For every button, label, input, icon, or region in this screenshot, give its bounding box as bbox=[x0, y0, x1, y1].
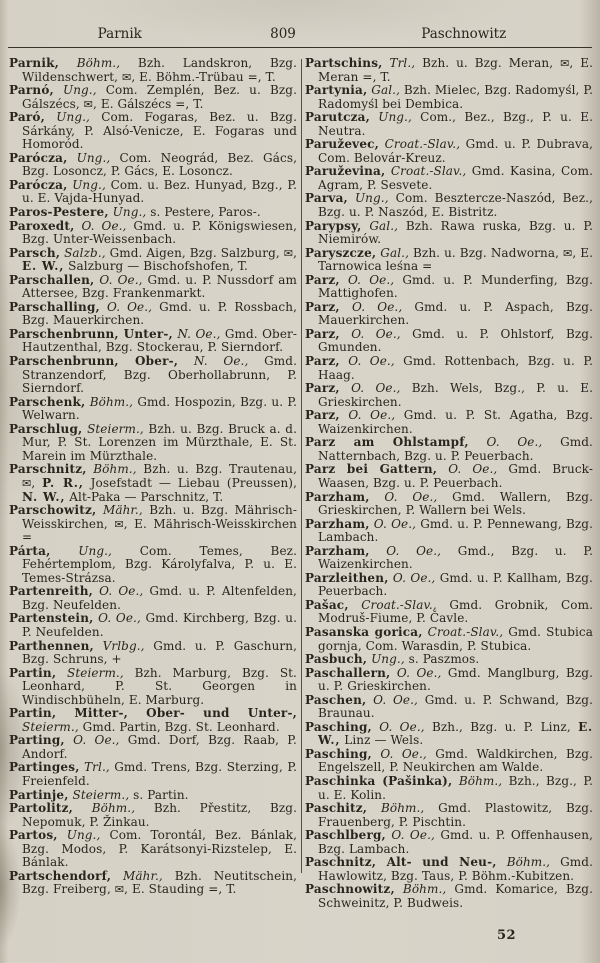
entry-place-name: Partos, bbox=[9, 828, 58, 843]
signature-number: 52 bbox=[497, 928, 517, 943]
entry-place-name: Paryszcze, bbox=[305, 245, 377, 260]
entry-region: Böhm., bbox=[506, 855, 551, 870]
gazetteer-entry: Párta, Ung., Com. Temes, Bez. Fehértemplom, Bzg. Károlyfalva, P. u. E. Temes-Strázsa. bbox=[9, 543, 298, 585]
gazetteer-entry: Paschen, O. Oe., Gmd. u. P. Schwand, Bzg. Braunau. bbox=[305, 692, 593, 721]
entry-region: Croat.-Slav., bbox=[384, 137, 461, 152]
entry-place-name: Partinje, bbox=[9, 787, 69, 802]
entry-place-name: Parnik, bbox=[9, 56, 59, 70]
gazetteer-entry: Partin, Mitter-, Ober- und Unter-, Steierm., Gmd. Partin, Bzg. St. Leonhard. bbox=[9, 706, 297, 734]
gazetteer-entry: Parócza, Ung., Com. u. Bez. Hunyad, Bzg., P. u. E. Vajda-Hunyad. bbox=[9, 177, 297, 206]
gazetteer-entry: Parschlug, Steierm., Bzh. u. Bzg. Bruck a. d. Mur, P. St. Lorenzen im Mürzthale, E. St. Marein im Mürzthale. bbox=[9, 421, 298, 463]
entry-region: Steierm., bbox=[87, 421, 144, 436]
gazetteer-entry: Partynia, Gal., Bzh. Mielec, Bzg. Radomyśl, P. Radomyśl bei Dembica. bbox=[305, 83, 593, 111]
gazetteer-entry: Parschenbrunn, Ober-, N. Oe., Gmd. Stranzendorf, Bzg. Oberhollabrunn, P. Sierndorf. bbox=[9, 354, 297, 396]
entry-place-name: Partenreith, bbox=[9, 584, 94, 599]
entry-region: O. Oe., bbox=[351, 299, 403, 314]
entry-region: Croat.-Slav., bbox=[361, 597, 437, 612]
entry-region: Ung., bbox=[378, 110, 412, 125]
running-head-left: Parnik bbox=[97, 26, 142, 42]
left-column bbox=[9, 57, 297, 923]
entry-place-name: Pasbuch, bbox=[305, 652, 368, 667]
posthorn-icon: ✉ bbox=[283, 246, 294, 260]
gazetteer-entry: Partos, Ung., Com. Torontál, Bez. Bánlak, Bzg. Modos, P. Karátsonyi-Rizstelep, E. Bánlak. bbox=[9, 828, 297, 870]
entry-place-name: Parzham, bbox=[305, 489, 370, 504]
entry-place-name: Parócza, bbox=[9, 150, 68, 165]
gazetteer-entry: Parz, O. Oe., Gmd. u. P. Ohlstorf, Bzg. Gmunden. bbox=[305, 326, 593, 355]
entry-region: Böhm., bbox=[76, 56, 121, 70]
entry-place-name: Paschnowitz, bbox=[305, 882, 395, 897]
gazetteer-entry: Parz am Ohlstampf, O. Oe., Gmd. Natternbach, Bzg. u. P. Peuerbach. bbox=[305, 435, 593, 463]
entry-region: Ung., bbox=[76, 150, 111, 165]
running-head-right: Paschnowitz bbox=[421, 26, 507, 42]
posthorn-icon: ✉ bbox=[83, 97, 93, 111]
gazetteer-entry: Paruževina, Croat.-Slav., Gmd. Kasina, Com. Agram, P. Sesvete. bbox=[305, 164, 593, 192]
entry-region: Böhm., bbox=[91, 801, 136, 816]
entry-region: N. Oe., bbox=[193, 354, 249, 369]
entry-region: Vrlbg., bbox=[102, 638, 145, 653]
entry-region: O. Oe., bbox=[81, 218, 127, 233]
entry-place-name: Parschnitz, bbox=[9, 462, 87, 477]
entry-region: Böhm., bbox=[402, 882, 447, 897]
gazetteer-entry: Parschowitz, Mähr., Bzh. u. Bzg. Mährisch-Weisskirchen, ✉, E. Mährisch-Weisskirchen = bbox=[9, 503, 298, 545]
entry-region: O. Oe., bbox=[351, 326, 401, 341]
gazetteer-entry: Parypsy, Gal., Bzh. Rawa ruska, Bzg. u. P. Niemirów. bbox=[305, 218, 593, 247]
entry-place-name: Partynia, bbox=[305, 83, 368, 98]
entry-place-name: Parva, bbox=[305, 191, 348, 206]
entry-region: Steierm., bbox=[67, 665, 124, 680]
posthorn-icon: ✉ bbox=[114, 517, 124, 531]
gazetteer-entry: Pasching, O. Oe., Gmd. Waldkirchen, Bzg. Engelszell, P. Neukirchen am Walde. bbox=[305, 746, 593, 775]
gazetteer-entry: Paroxedt, O. Oe., Gmd. u. P. Königswiesen, Bzg. Unter-Weissenbach. bbox=[9, 218, 297, 247]
gazetteer-entry: Partolitz, Böhm., Bzh. Přestitz, Bzg. Nepomuk, P. Žinkau. bbox=[9, 801, 298, 829]
entry-region: O. Oe., bbox=[373, 692, 418, 707]
entry-region: Trl., bbox=[84, 760, 110, 775]
gazetteer-entry: Paschitz, Böhm., Gmd. Plastowitz, Bzg. Frauenberg, P. Pischtin. bbox=[305, 801, 594, 829]
entry-place-name: Parschalling, bbox=[9, 299, 100, 314]
gazetteer-entry: Parz bei Gattern, O. Oe., Gmd. Bruck-Waasen, Bzg. u. P. Peuerbach. bbox=[305, 462, 593, 490]
gazetteer-entry: Partinges, Trl., Gmd. Trens, Bzg. Sterzing, P. Freienfeld. bbox=[9, 760, 297, 788]
entry-place-name: Parthennen, bbox=[9, 638, 94, 653]
entry-region: O. Oe., bbox=[384, 489, 438, 504]
entry-region: O. Oe., bbox=[99, 272, 143, 287]
entry-place-name: Paruževina, bbox=[305, 164, 386, 179]
entry-region: N. Oe., bbox=[177, 326, 221, 341]
gazetteer-entry: Parz, O. Oe., Gmd. u. P. Aspach, Bzg. Mauerkirchen. bbox=[305, 299, 593, 328]
entry-region: O. Oe., bbox=[98, 611, 141, 626]
entry-region: O. Oe., bbox=[379, 719, 425, 734]
entry-region: Trl., bbox=[389, 56, 416, 70]
gazetteer-entry: Partin, Steierm., Bzh. Marburg, Bzg. St. Leonhard, P. St. Georgen in Windischbüheln, E. Marburg. bbox=[9, 665, 297, 707]
entry-region: O. Oe., bbox=[391, 828, 435, 843]
railway-abbrev: N. W., bbox=[22, 489, 66, 504]
entry-region: O. Oe., bbox=[106, 299, 153, 314]
column-divider bbox=[301, 59, 302, 873]
entry-region: O. Oe., bbox=[396, 665, 442, 680]
entry-place-name: Parzham, bbox=[305, 543, 370, 558]
entry-place-name: Parypsy, bbox=[305, 218, 362, 233]
entry-region: O. Oe., bbox=[351, 381, 401, 396]
entry-region: Böhm., bbox=[458, 773, 503, 788]
entry-place-name: Partenstein, bbox=[9, 611, 94, 626]
entry-place-name: Parz, bbox=[305, 408, 340, 423]
gazetteer-entry: Parz, O. Oe., Gmd. u. P. Munderfing, Bzg. Mattighofen. bbox=[305, 272, 593, 301]
gazetteer-entry: Parzham, O. Oe., Gmd. Wallern, Bzg. Grieskirchen, P. Wallern bei Wels. bbox=[305, 489, 593, 518]
entry-place-name: Parschowitz, bbox=[9, 503, 97, 518]
entry-region: Mähr., bbox=[123, 868, 163, 883]
entry-place-name: Pasching, bbox=[305, 719, 372, 734]
entry-place-name: Paschallern, bbox=[305, 665, 391, 680]
entry-region: Ung., bbox=[72, 177, 106, 192]
posthorn-icon: ✉ bbox=[114, 883, 125, 897]
entry-region: O. Oe., bbox=[99, 584, 144, 599]
entry-place-name: Parsch, bbox=[9, 245, 61, 260]
header-rule bbox=[8, 47, 592, 48]
entry-place-name: Parz, bbox=[305, 272, 340, 287]
entry-region: O. Oe., bbox=[448, 462, 498, 477]
entry-place-name: Paros-Pestere, bbox=[9, 205, 109, 220]
gazetteer-entry: Parz, O. Oe., Gmd. u. P. St. Agatha, Bzg. Waizenkirchen. bbox=[305, 408, 594, 436]
gazetteer-entry: Parnó, Ung., Com. Zemplén, Bez. u. Bzg. Gálszécs, ✉, E. Gálszécs =, T. bbox=[9, 83, 297, 111]
entry-place-name: Pašac, bbox=[305, 597, 349, 612]
entry-region: Gal., bbox=[380, 245, 409, 260]
entry-place-name: Parócza, bbox=[9, 177, 68, 192]
entry-place-name: Partin, bbox=[9, 665, 57, 680]
railway-abbrev: E. W., bbox=[318, 719, 593, 748]
gazetteer-entry: Parócza, Ung., Com. Neográd, Bez. Gács, Bzg. Losoncz, P. Gács, E. Losoncz. bbox=[9, 150, 297, 179]
entry-region: Gal., bbox=[369, 218, 399, 233]
entry-region: O. Oe., bbox=[348, 354, 395, 369]
gazetteer-entry: Parschallen, O. Oe., Gmd. u. P. Nussdorf am Attersee, Bzg. Frankenmarkt. bbox=[9, 272, 297, 301]
entry-place-name: Partschendorf, bbox=[9, 868, 112, 883]
entry-region: O. Oe., bbox=[386, 543, 442, 558]
railway-abbrev: E. W., bbox=[22, 259, 65, 274]
gazetteer-entry: Paruževec, Croat.-Slav., Gmd. u. P. Dubrava, Com. Belovár-Kreuz. bbox=[305, 137, 594, 165]
gazetteer-entry: Parting, O. Oe., Gmd. Dorf, Bzg. Raab, P. Andorf. bbox=[9, 733, 297, 761]
entry-place-name: Parz, bbox=[305, 326, 340, 341]
entry-place-name: Paschitz, bbox=[305, 801, 368, 816]
entry-region: Böhm., bbox=[89, 394, 134, 409]
gazetteer-entry: Paró, Ung., Com. Fogaras, Bez. u. Bzg. Sárkány, P. Alsó-Venicze, E. Fogaras und Homoród. bbox=[9, 110, 298, 152]
gazetteer-entry: Paschallern, O. Oe., Gmd. Manglburg, Bzg. u. P. Grieskirchen. bbox=[305, 665, 593, 694]
entry-region: Ung., bbox=[56, 110, 90, 125]
gazetteer-entry: Paros-Pestere, Ung., s. Pestere, Paros-. bbox=[9, 205, 261, 220]
gazetteer-entry: Pasanska gorica, Croat.-Slav., Gmd. Stubica gornja, Com. Warasdin, P. Stubica. bbox=[305, 624, 593, 653]
entry-place-name: Parz am Ohlstampf, bbox=[305, 435, 469, 450]
entry-place-name: Parzham, bbox=[305, 516, 370, 531]
gazetteer-entry: Parz, O. Oe., Gmd. Rottenbach, Bzg. u. P. Haag. bbox=[305, 354, 593, 382]
gazetteer-entry: Parschalling, O. Oe., Gmd. u. P. Rossbach, Bzg. Mauerkirchen. bbox=[9, 299, 297, 328]
gazetteer-entry: Partenstein, O. Oe., Gmd. Kirchberg, Bzg. u. P. Neufelden. bbox=[9, 611, 297, 639]
entry-place-name: Parnó, bbox=[9, 83, 54, 98]
right-column bbox=[305, 57, 593, 923]
gazetteer-entry: Parutcza, Ung., Com., Bez., Bzg., P. u. E. Neutra. bbox=[305, 110, 593, 138]
page-number: 809 bbox=[270, 26, 296, 42]
entry-region: Ung., bbox=[62, 83, 97, 98]
entry-place-name: Paschlberg, bbox=[305, 828, 386, 843]
running-header bbox=[9, 26, 592, 44]
gazetteer-entry: Partschendorf, Mähr., Bzh. Neutitschein, Bzg. Freiberg, ✉, E. Stauding =, T. bbox=[9, 868, 298, 897]
entry-place-name: Parutcza, bbox=[305, 110, 370, 125]
railway-abbrev: P. R., bbox=[42, 475, 84, 490]
gazetteer-entry: Parschenk, Böhm., Gmd. Hospozin, Bzg. u. P. Welwarn. bbox=[9, 394, 298, 423]
entry-place-name: Parting, bbox=[9, 733, 65, 748]
entry-region: Ung., bbox=[371, 652, 405, 667]
gazetteer-entry: Partschins, Trl., Bzh. u. Bzg. Meran, ✉, E. Meran =, T. bbox=[305, 56, 593, 84]
entry-place-name: Paró, bbox=[9, 110, 45, 125]
entry-region: Croat.-Slav., bbox=[427, 624, 504, 639]
entry-region: Ung., bbox=[66, 828, 101, 843]
entry-place-name: Parz bei Gattern, bbox=[305, 462, 438, 477]
entry-region: Croat.-Slav., bbox=[390, 164, 467, 179]
entry-region: O. Oe., bbox=[348, 408, 396, 423]
gazetteer-entry: Partinje, Steierm., s. Partin. bbox=[9, 787, 189, 802]
entry-region: Ung., bbox=[354, 191, 389, 206]
entry-region: O. Oe., bbox=[380, 746, 427, 761]
entry-region: O. Oe., bbox=[486, 435, 543, 450]
posthorn-icon: ✉ bbox=[560, 57, 570, 70]
entry-place-name: Parz, bbox=[305, 381, 340, 396]
entry-region: O. Oe., bbox=[373, 516, 417, 531]
entry-place-name: Parschallen, bbox=[9, 272, 95, 287]
entry-place-name: Partin, Mitter-, Ober- und Unter-, bbox=[9, 706, 297, 721]
gazetteer-entry: Paschlberg, O. Oe., Gmd. u. P. Offenhausen, Bzg. Lambach. bbox=[305, 828, 593, 856]
entry-place-name: Pasching, bbox=[305, 746, 372, 761]
entry-place-name: Partinges, bbox=[9, 760, 80, 775]
entry-place-name: Parschenbrunn, Unter-, bbox=[9, 326, 173, 341]
gazetteer-entry: Parnik, Böhm., Bzh. Landskron, Bzg. Wildenschwert, ✉, E. Böhm.-Trübau =, T. bbox=[9, 56, 298, 84]
gazetteer-entry: Pasbuch, Ung., s. Paszmos. bbox=[305, 652, 480, 667]
entry-place-name: Partschins, bbox=[305, 56, 383, 70]
entry-region: Böhm., bbox=[380, 801, 425, 816]
gazetteer-entry: Parschenbrunn, Unter-, N. Oe., Gmd. Ober-Hautzenthal, Bzg. Stockerau, P. Sierndorf. bbox=[9, 326, 298, 355]
gazetteer-entry: Parz, O. Oe., Bzh. Wels, Bzg., P. u. E. Grieskirchen. bbox=[305, 381, 593, 409]
entry-place-name: Parschlug, bbox=[9, 421, 83, 436]
entry-region: O. Oe., bbox=[73, 733, 120, 748]
entry-region: Steierm., bbox=[22, 719, 79, 734]
gazetteer-entry: Pasching, O. Oe., Bzh., Bzg. u. P. Linz, E. W., Linz — Wels. bbox=[305, 719, 593, 748]
entry-place-name: Partolitz, bbox=[9, 801, 73, 816]
gazetteer-entry: Parthennen, Vrlbg., Gmd. u. P. Gaschurn, Bzg. Schruns, + bbox=[9, 638, 297, 667]
entry-place-name: Párta, bbox=[9, 543, 51, 558]
entry-region: Böhm., bbox=[93, 462, 137, 477]
entry-place-name: Parschenk, bbox=[9, 394, 86, 409]
gazetteer-entry: Pašac, Croat.-Slav., Gmd. Grobnik, Com. Modruš-Fiume, P. Čavle. bbox=[305, 597, 593, 626]
entry-place-name: Pasanska gorica, bbox=[305, 624, 423, 639]
gazetteer-entry: Paschinka (Pašinka), Böhm., Bzh., Bzg., P. u. E. Kolin. bbox=[305, 773, 593, 802]
gazetteer-entry: Parzham, O. Oe., Gmd., Bzg. u. P. Waizenkirchen. bbox=[305, 543, 593, 572]
entry-region: O. Oe., bbox=[392, 570, 436, 585]
entry-place-name: Paruževec, bbox=[305, 137, 380, 152]
gazetteer-entry: Parzham, O. Oe., Gmd. u. P. Pennewang, Bzg. Lambach. bbox=[305, 516, 593, 545]
posthorn-icon: ✉ bbox=[22, 476, 32, 490]
posthorn-icon: ✉ bbox=[121, 70, 132, 84]
gazetteer-entry: Paschnowitz, Böhm., Gmd. Komarice, Bzg. Schweinitz, P. Budweis. bbox=[305, 882, 593, 910]
entry-region: Ung., bbox=[78, 543, 112, 558]
entry-region: Steierm., bbox=[72, 787, 130, 802]
entry-place-name: Paschinka (Pašinka), bbox=[305, 773, 453, 788]
entry-place-name: Paschen, bbox=[305, 692, 367, 707]
entry-region: Salzb., bbox=[64, 245, 106, 260]
gazetteer-entry: Paryszcze, Gal., Bzh. u. Bzg. Nadworna, ✉, E. Tarnowica leśna = bbox=[305, 245, 594, 274]
entry-place-name: Paroxedt, bbox=[9, 218, 75, 233]
entry-region: Mähr., bbox=[102, 503, 143, 518]
entry-region: O. Oe., bbox=[347, 272, 395, 287]
gazetteer-entry: Partenreith, O. Oe., Gmd. u. P. Altenfelden, Bzg. Neufelden. bbox=[9, 584, 297, 612]
gazetteer-entry: Parschnitz, Böhm., Bzh. u. Bzg. Trautenau, ✉, P. R., Josefstadt — Liebau (Preussen), N. W., Alt-Paka — Parschnitz, T. bbox=[9, 462, 297, 504]
entry-place-name: Paschnitz, Alt- und Neu-, bbox=[305, 855, 497, 870]
entry-place-name: Parz, bbox=[305, 299, 340, 314]
gazetteer-entry: Parva, Ung., Com. Besztercze-Naszód, Bez., Bzg. u. P. Naszód, E. Bistritz. bbox=[305, 191, 593, 220]
gazetteer-entry: Parsch, Salzb., Gmd. Aigen, Bzg. Salzburg, ✉, E. W., Salzburg — Bischofshofen, T. bbox=[9, 245, 297, 274]
entry-place-name: Parzleithen, bbox=[305, 570, 389, 585]
entry-region: Ung., bbox=[112, 205, 147, 220]
posthorn-icon: ✉ bbox=[563, 246, 573, 260]
gazetteer-entry: Paschnitz, Alt- und Neu-, Böhm., Gmd. Hawlowitz, Bzg. Taus, P. Böhm.-Kubitzen. bbox=[305, 855, 593, 883]
text-columns bbox=[9, 57, 593, 923]
entry-place-name: Parz, bbox=[305, 354, 340, 369]
entry-region: Gal., bbox=[371, 83, 400, 98]
entry-place-name: Parschenbrunn, Ober-, bbox=[9, 354, 179, 369]
gazetteer-entry: Parzleithen, O. Oe., Gmd. u. P. Kallham, Bzg. Peuerbach. bbox=[305, 570, 593, 599]
